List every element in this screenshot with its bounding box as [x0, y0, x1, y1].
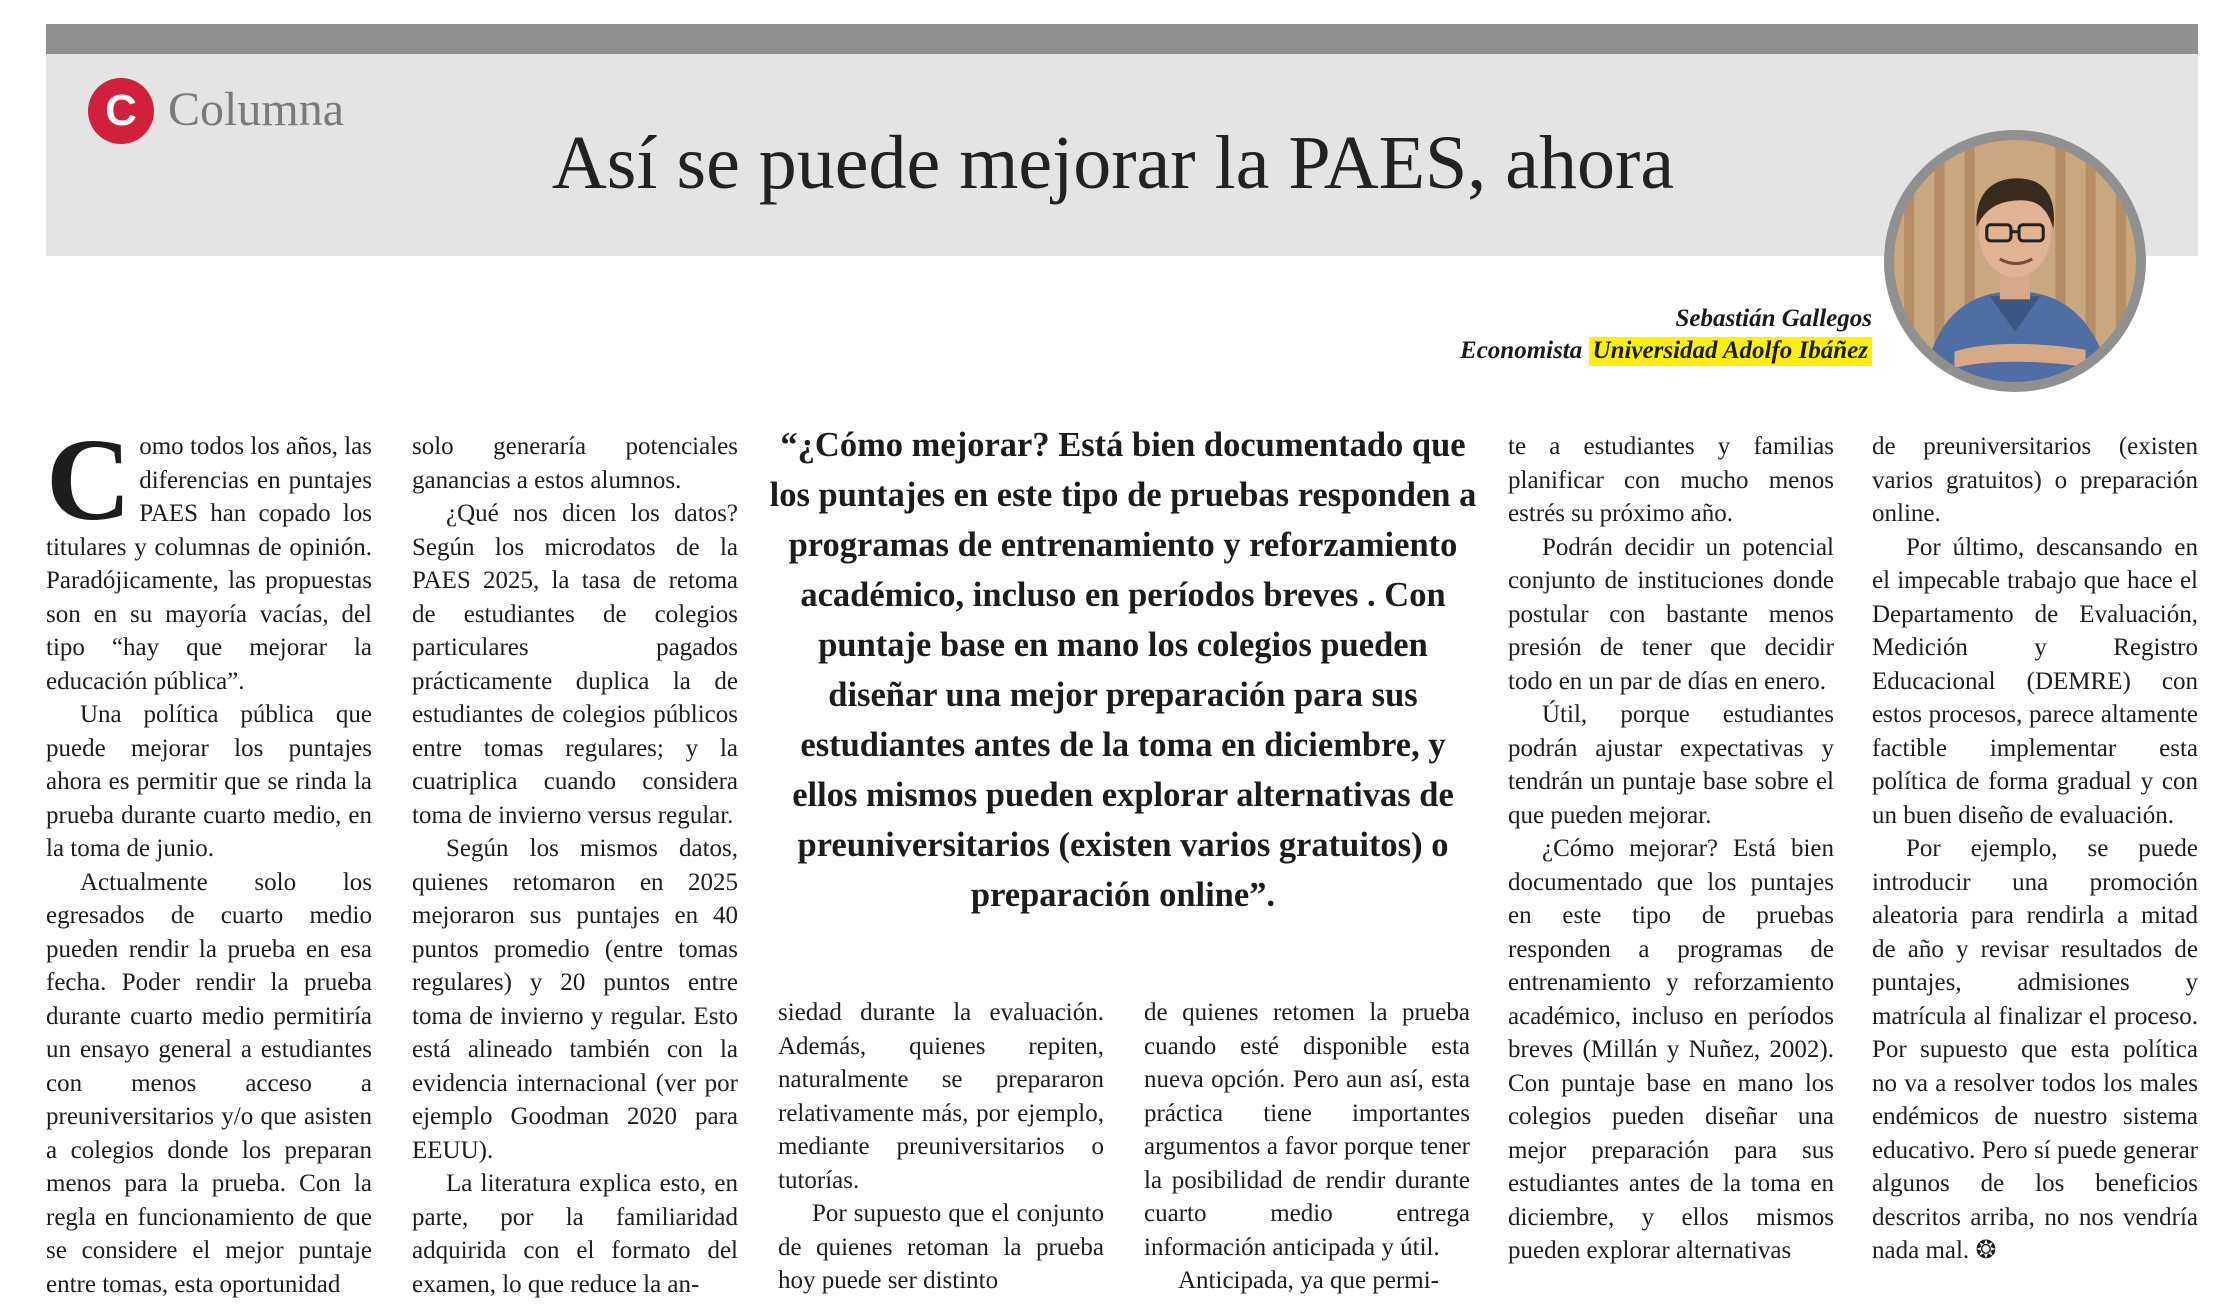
- article-column-2: [412, 430, 738, 1301]
- article-column-1: [46, 414, 372, 1301]
- paragraph: Como todos los años, las diferencias en puntajes PAES han copado los titulares y columnas de opinión. Paradójicamente, las propuestas son en su mayoría vacías, del tipo “hay que mejorar la educación pública”.: [46, 414, 372, 695]
- paragraph: solo generaría potenciales ganancias a estos alumnos.: [412, 433, 738, 494]
- top-bar: [46, 24, 2198, 54]
- article-column-6: [1872, 430, 2198, 1268]
- paragraph: de preuniversitarios (existen varios gratuitos) o preparación online.: [1872, 433, 2198, 527]
- author-role-prefix: Economista: [1460, 337, 1589, 364]
- article-column-5: [1508, 430, 1834, 1268]
- paragraph: Por ejemplo, se puede introducir una promoción aleatoria para rendirla a mitad de año y revisar resultados de puntajes, admisiones y matrícula al finalizar el proceso. Por supuesto que esta política no va a resolver todos los males endémicos de nuestro sistema educativo. Pero sí puede generar algunos de los beneficios descritos arriba, no nos vendría nada mal. ❂: [1872, 835, 2198, 1264]
- author-portrait-icon: [1894, 140, 2136, 382]
- paragraph: Actualmente solo los egresados de cuarto medio pueden rendir la prueba en esa fecha. Poder rendir la prueba durante cuarto medio permitiría un ensayo general a estudiantes con menos acceso a preuniversitarios y/o que asisten a colegios donde los preparan menos para la prueba. Con la regla en funcionamiento de que se considere el mejor puntaje entre tomas, esta oportunidad: [46, 868, 372, 1298]
- section-badge-icon: C: [88, 78, 154, 144]
- author-role: [1460, 334, 1872, 368]
- paragraph: Por último, descansando en el impecable trabajo que hace el Departamento de Evaluación, Medición y Registro Educacional (DEMRE) con estos procesos, parece altamente factible implementar esta política de forma gradual y con un buen diseño de evaluación.: [1872, 533, 2198, 829]
- paragraph: Por supuesto que el conjunto de quienes retoman la prueba hoy puede ser distinto: [778, 1200, 1104, 1294]
- drop-cap: C: [46, 414, 132, 545]
- author-photo: [1884, 130, 2146, 392]
- end-mark-icon: ❂: [1975, 1237, 1997, 1264]
- paragraph: La literatura explica esto, en parte, por la familiaridad adquirida con el formato del examen, lo que reduce la an-: [412, 1170, 738, 1298]
- author-name: Sebastián Gallegos: [1675, 305, 1872, 332]
- article-column-3: [778, 996, 1104, 1298]
- article-column-4: [1144, 996, 1470, 1298]
- paragraph: siedad durante la evaluación. Además, quienes repiten, naturalmente se prepararon relativamente más, por ejemplo, mediante preuniversitarios o tutorías.: [778, 999, 1104, 1194]
- pull-quote: “¿Cómo mejorar? Está bien documentado que los puntajes en este tipo de pruebas responden a programas de entrenamiento y reforzamiento académico, incluso en períodos breves . Con puntaje base en mano los colegios pueden diseñar una mejor preparación para sus estudiantes antes de la toma en diciembre, y ellos mismos pueden explorar alternativas de preuniversitarios (existen varios gratuitos) o preparación online”.: [769, 426, 1477, 914]
- paragraph: ¿Qué nos dicen los datos? Según los microdatos de la PAES 2025, la tasa de retoma de estudiantes de colegios particulares pagados prácticamente duplica la de estudiantes de colegios públicos entre tomas regulares; y la cuatriplica cuando considera toma de invierno versus regular.: [412, 500, 738, 829]
- author-affiliation: Universidad Adolfo Ibáñez: [1589, 337, 1872, 366]
- paragraph: Una política pública que puede mejorar los puntajes ahora es permitir que se rinda la prueba durante cuarto medio, en la toma de junio.: [46, 701, 372, 862]
- headline: Así se puede mejorar la PAES, ahora: [551, 121, 1675, 205]
- paragraph: Anticipada, ya que permi-: [1178, 1267, 1440, 1294]
- paragraph: Podrán decidir un potencial conjunto de instituciones donde postular con bastante menos presión de tener que decidir todo en un par de días en enero.: [1508, 533, 1834, 695]
- section-label: Columna: [168, 83, 344, 136]
- paragraph: Según los mismos datos, quienes retomaron en 2025 mejoraron sus puntajes en 40 puntos promedio (entre tomas regulares) y 20 puntos entre toma de invierno y regular. Esto está alineado también con la evidencia internacional (ver por ejemplo Goodman 2020 para EEUU).: [412, 835, 738, 1164]
- paragraph: Útil, porque estudiantes podrán ajustar expectativas y tendrán un puntaje base sobre el que pueden mejorar.: [1508, 701, 1834, 829]
- paragraph: de quienes retomen la prueba cuando esté disponible esta nueva opción. Pero aun así, esta práctica tiene importantes argumentos a favor porque tener la posibilidad de rendir durante cuarto medio entrega información anticipada y útil.: [1144, 999, 1470, 1261]
- paragraph: te a estudiantes y familias planificar con mucho menos estrés su próximo año.: [1508, 433, 1834, 527]
- paragraph: ¿Cómo mejorar? Está bien documentado que los puntajes en este tipo de pruebas responden a programas de entrenamiento y reforzamiento académico, incluso en períodos breves (Millán y Nuñez, 2002). Con puntaje base en mano los colegios pueden diseñar una mejor preparación para sus estudiantes antes de la toma en diciembre, y ellos mismos pueden explorar alternativas: [1508, 835, 1834, 1264]
